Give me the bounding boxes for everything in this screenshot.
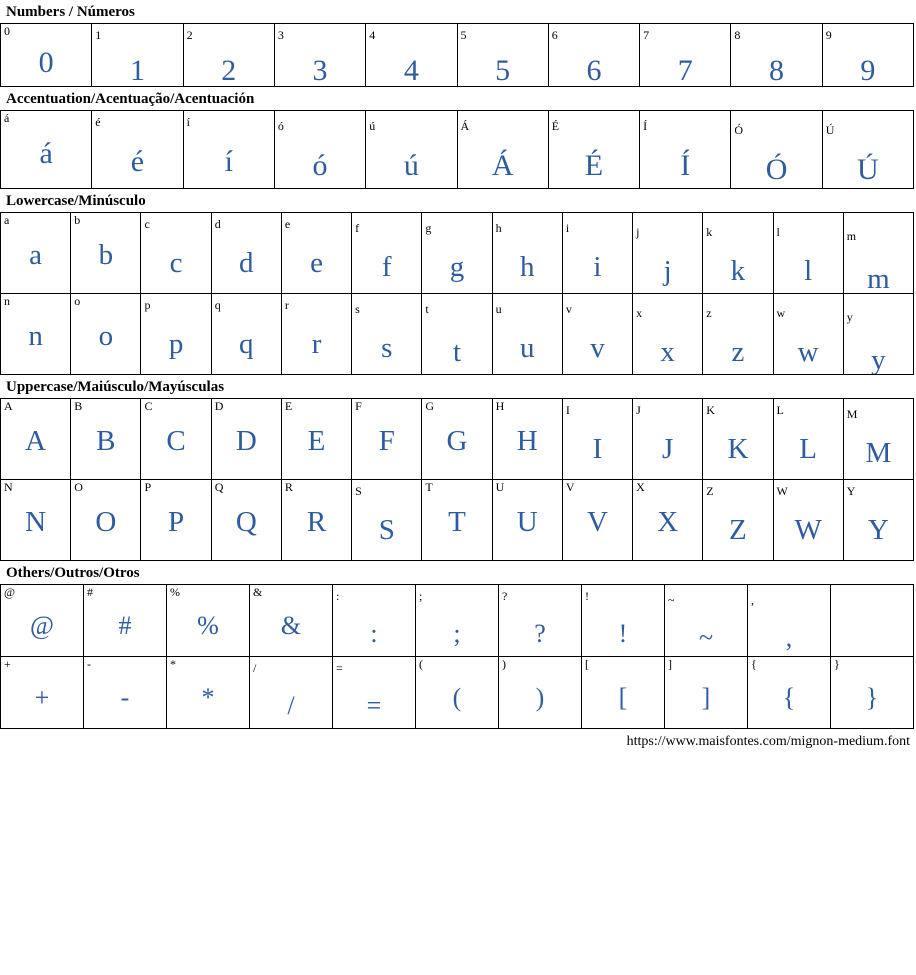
glyph-cell [844,294,914,375]
glyph-cell [416,585,499,657]
glyph-cell [352,399,422,480]
glyph-cell [823,24,914,87]
glyph-sample: I [592,433,603,465]
glyph-cell [563,213,633,294]
glyph-sample: Ú [857,153,879,186]
glyph-cell [458,111,549,189]
glyph-cell [184,111,275,189]
glyph-sample: u [519,332,535,364]
glyph-sample: M [865,437,892,469]
glyph-sample: { [782,683,796,712]
glyph-sample: H [516,425,538,457]
glyph-cell [141,480,211,561]
glyph-sample: E [307,425,326,457]
glyph-sample: b [98,239,114,271]
glyph-label: ? [502,589,508,603]
glyph-cell [1,399,71,480]
glyph-label: n [4,294,10,308]
glyph-cell [563,480,633,561]
glyph-cell [665,657,748,729]
glyph-cell [823,111,914,189]
glyph-sample: e [310,247,323,279]
glyph-sample: í [224,145,233,178]
glyph-sample: 9 [860,54,876,87]
glyph-label: N [4,480,13,494]
glyph-sample: % [197,611,219,640]
glyph-sample: S [378,514,395,546]
glyph-label: + [4,657,11,671]
glyph-sample: 8 [769,54,785,87]
glyph-label: R [284,480,293,494]
glyph-cell [212,480,282,561]
glyph-label: 2 [186,28,193,42]
glyph-label: ! [585,589,589,603]
glyph-label: U [495,480,505,494]
glyph-sample: K [727,433,749,465]
glyph-label: 8 [734,28,741,42]
glyph-label: I [565,403,570,417]
glyph-cell [282,480,352,561]
glyph-label: ) [502,657,506,671]
glyph-sample: , [785,623,793,652]
glyph-label: X [636,480,645,494]
glyph-cell [774,213,844,294]
glyph-cell [1,585,84,657]
glyph-label: 6 [551,28,558,42]
glyph-sample: L [799,433,817,465]
glyph-sample: ! [618,619,628,648]
glyph-grid-numbers [0,23,914,87]
glyph-sample: a [29,239,43,271]
glyph-label: [ [585,657,589,671]
glyph-label: , [751,593,754,607]
glyph-label: S [355,484,362,498]
glyph-cell [703,399,773,480]
glyph-cell [416,657,499,729]
glyph-cell [844,480,914,561]
glyph-label: p [144,298,151,312]
glyph-label: ~ [668,593,675,607]
glyph-sample: h [519,251,535,283]
glyph-sample: G [446,425,468,457]
glyph-sample: l [804,255,813,287]
glyph-label: = [336,661,343,675]
glyph-label: @ [4,585,16,599]
glyph-label: c [144,217,150,231]
glyph-sample: # [118,611,132,640]
glyph-cell [282,399,352,480]
glyph-sample: ) [535,683,545,712]
glyph-cell [275,111,366,189]
glyph-cell [563,294,633,375]
glyph-sample: k [730,255,746,287]
glyph-sample: Í [680,149,691,182]
glyph-cell [563,399,633,480]
glyph-cell [1,294,71,375]
glyph-label: L [776,403,784,417]
glyph-label: } [834,657,840,671]
glyph-cell [774,480,844,561]
glyph-sample: N [25,506,47,538]
glyph-sample: é [130,145,145,178]
glyph-label: Q [214,480,224,494]
glyph-sample: j [663,255,672,287]
glyph-sample: V [586,506,608,538]
glyph-cell [731,111,822,189]
glyph-label: 1 [95,28,102,42]
glyph-label: 9 [825,28,832,42]
glyph-sample: v [590,332,605,364]
glyph-label: M [846,407,858,421]
glyph-label: J [636,403,641,417]
glyph-cell [748,657,831,729]
glyph-cell [1,213,71,294]
glyph-label: D [214,399,224,413]
glyph-cell [422,480,492,561]
glyph-cell [212,213,282,294]
glyph-label [831,585,913,586]
glyph-sample: P [168,506,185,538]
glyph-label: b [74,213,81,227]
glyph-sample: A [25,425,47,457]
glyph-label: d [214,217,221,231]
glyph-label: Z [706,484,714,498]
glyph-label: # [87,585,93,599]
glyph-sample: O [95,506,117,538]
glyph-sample: } [865,683,879,712]
glyph-label: z [706,306,712,320]
glyph-sample: ú [403,149,419,182]
glyph-sample: @ [30,611,54,640]
glyph-cell [493,399,563,480]
glyph-label: Á [460,119,470,133]
glyph-label: h [495,221,502,235]
glyph-label: í [186,115,190,129]
glyph-cell [582,657,665,729]
glyph-sample: x [660,336,675,368]
glyph-sample: R [306,506,327,538]
glyph-sample: p [168,328,184,360]
glyph-label: ( [419,657,423,671]
glyph-cell [333,585,416,657]
glyph-label: q [214,298,221,312]
glyph-cell [844,213,914,294]
section-title-lowercase: Lowercase/Minúsculo [6,193,146,209]
glyph-cell [352,480,422,561]
glyph-cell [831,657,914,729]
glyph-cell [633,213,703,294]
glyph-label: a [4,213,10,227]
glyph-label: v [565,302,572,316]
glyph-label: e [284,217,291,231]
glyph-cell [71,399,141,480]
glyph-label: W [776,484,788,498]
glyph-label: ; [419,589,423,603]
glyph-label: Ú [825,123,835,137]
glyph-cell [1,111,92,189]
glyph-label: 3 [277,28,284,42]
glyph-label: 0 [4,24,10,38]
glyph-cell [71,294,141,375]
glyph-label: { [751,657,757,671]
glyph-cell [499,657,582,729]
glyph-sample: B [96,425,116,457]
glyph-sample: Q [235,506,257,538]
glyph-sample: w [797,336,819,368]
glyph-label: l [776,225,780,239]
glyph-label: B [74,399,83,413]
glyph-grid-accentuation [0,110,914,189]
glyph-cell [633,480,703,561]
glyph-sample: D [235,425,257,457]
glyph-cell [366,24,457,87]
glyph-cell [212,399,282,480]
glyph-cell [1,480,71,561]
glyph-sample: - [120,683,130,712]
glyph-sample: Y [867,514,889,546]
glyph-sample: : [370,619,378,648]
glyph-sample: n [28,320,43,352]
glyph-cell [549,111,640,189]
glyph-sample: W [794,514,822,546]
glyph-cell [422,294,492,375]
source-url: https://www.maisfontes.com/mignon-medium.font [626,734,910,749]
glyph-label: P [144,480,152,494]
glyph-sample: ( [452,683,462,712]
glyph-sample: ? [534,619,546,648]
glyph-cell [352,213,422,294]
glyph-cell [493,213,563,294]
glyph-sample: 4 [403,54,419,87]
glyph-cell [212,294,282,375]
glyph-sample: J [662,433,674,465]
glyph-label: j [636,225,640,239]
glyph-sample: z [731,336,745,368]
glyph-sample: Á [491,149,514,182]
glyph-label: 4 [369,28,376,42]
glyph-sample: 6 [586,54,602,87]
glyph-label: T [425,480,433,494]
glyph-cell [844,399,914,480]
glyph-label: s [355,302,360,316]
glyph-cell [282,213,352,294]
glyph-sample: ; [453,619,461,648]
glyph-grid-others [0,584,914,729]
glyph-label: á [4,111,10,125]
glyph-sample: + [34,683,50,712]
glyph-label: ó [277,119,284,133]
glyph-label: Í [643,119,648,133]
glyph-cell [774,399,844,480]
glyph-sample: & [280,611,302,640]
glyph-label: ú [369,119,376,133]
glyph-sample: ~ [698,623,714,652]
glyph-sample: o [98,320,114,352]
glyph-cell [250,657,333,729]
glyph-cell [167,585,250,657]
glyph-label: V [565,480,575,494]
glyph-sample: 5 [495,54,511,87]
glyph-cell [333,657,416,729]
glyph-label: K [706,403,715,417]
glyph-label: u [495,302,502,316]
glyph-label: E [284,399,293,413]
glyph-sample: t [452,336,462,368]
glyph-label: H [495,399,505,413]
glyph-cell [640,111,731,189]
glyph-sample: C [166,425,186,457]
glyph-cell [458,24,549,87]
glyph-sample: X [657,506,679,538]
glyph-label: F [355,399,362,413]
glyph-cell [703,213,773,294]
glyph-label: k [706,225,713,239]
glyph-cell [831,585,914,657]
glyph-cell [1,24,92,87]
glyph-cell [422,213,492,294]
glyph-label: O [74,480,83,494]
glyph-sample: 1 [129,54,145,87]
glyph-cell [92,24,183,87]
glyph-label: * [170,657,176,671]
glyph-cell [275,24,366,87]
glyph-cell [665,585,748,657]
glyph-cell [71,480,141,561]
glyph-cell [731,24,822,87]
glyph-label: x [636,306,643,320]
glyph-sample: s [381,332,393,364]
glyph-cell [84,657,167,729]
glyph-label: C [144,399,153,413]
glyph-sample: Ó [765,153,788,186]
glyph-cell [582,585,665,657]
glyph-cell [774,294,844,375]
glyph-label: : [336,589,340,603]
glyph-cell [1,657,84,729]
glyph-label: É [551,119,560,133]
glyph-label: 5 [460,28,467,42]
glyph-label: - [87,657,91,671]
glyph-cell [167,657,250,729]
glyph-label: Y [846,484,856,498]
glyph-sample: 3 [312,54,328,87]
glyph-label: g [425,221,432,235]
section-title-numbers: Numbers / Números [6,4,135,20]
glyph-cell [141,399,211,480]
glyph-label: f [355,221,360,235]
glyph-cell [184,24,275,87]
glyph-sample: = [366,691,382,720]
glyph-label: / [253,661,257,675]
glyph-sample: f [381,251,392,283]
glyph-cell [499,585,582,657]
glyph-label: % [170,585,180,599]
glyph-cell [633,399,703,480]
glyph-label: t [425,302,429,316]
glyph-cell [366,111,457,189]
glyph-cell [549,24,640,87]
glyph-sample: Z [729,514,747,546]
glyph-sample: [ [618,683,628,712]
glyph-cell [633,294,703,375]
glyph-sample: c [169,247,183,279]
glyph-cell [640,24,731,87]
glyph-sample: T [448,506,466,538]
glyph-sample: F [378,425,395,457]
glyph-sample: d [239,247,254,279]
glyph-label: G [425,399,435,413]
glyph-label: y [846,310,853,324]
glyph-grid-lowercase [0,212,914,375]
glyph-cell [71,213,141,294]
glyph-sample: 2 [221,54,237,87]
glyph-sample: 7 [677,54,693,87]
glyph-cell [352,294,422,375]
glyph-grid-uppercase [0,398,914,561]
glyph-cell [748,585,831,657]
glyph-label: A [4,399,13,413]
glyph-label: i [565,221,570,235]
glyph-cell [250,585,333,657]
glyph-cell [493,294,563,375]
glyph-sample: 0 [38,46,54,79]
glyph-sample: q [239,328,254,360]
glyph-cell [84,585,167,657]
glyph-label: ] [668,657,672,671]
section-title-others: Others/Outros/Otros [6,565,140,581]
glyph-cell [703,480,773,561]
glyph-cell [422,399,492,480]
glyph-cell [141,213,211,294]
glyph-label: 7 [643,28,650,42]
section-title-accentuation: Accentuation/Acentuação/Acentuación [6,91,255,107]
glyph-sample: É [584,149,604,182]
glyph-sample: / [287,691,295,720]
glyph-sample: U [516,506,538,538]
glyph-label: é [95,115,101,129]
glyph-sample: ] [701,683,711,712]
glyph-label: m [846,229,857,243]
glyph-cell [493,480,563,561]
glyph-label: o [74,294,81,308]
glyph-label: r [284,298,289,312]
glyph-sample: g [449,251,465,283]
glyph-sample: á [39,137,53,170]
glyph-label: w [776,306,786,320]
glyph-sample: m [867,263,890,294]
glyph-cell [92,111,183,189]
section-title-uppercase: Uppercase/Maiúsculo/Mayúsculas [6,379,225,395]
glyph-label: & [253,585,263,599]
glyph-sample: y [871,344,886,375]
glyph-sample: i [593,251,602,283]
glyph-sample: r [311,328,322,360]
glyph-cell [141,294,211,375]
glyph-cell [703,294,773,375]
glyph-cell [282,294,352,375]
glyph-sample: * [201,683,215,712]
glyph-label: Ó [734,123,744,137]
glyph-sample: ó [312,149,328,182]
